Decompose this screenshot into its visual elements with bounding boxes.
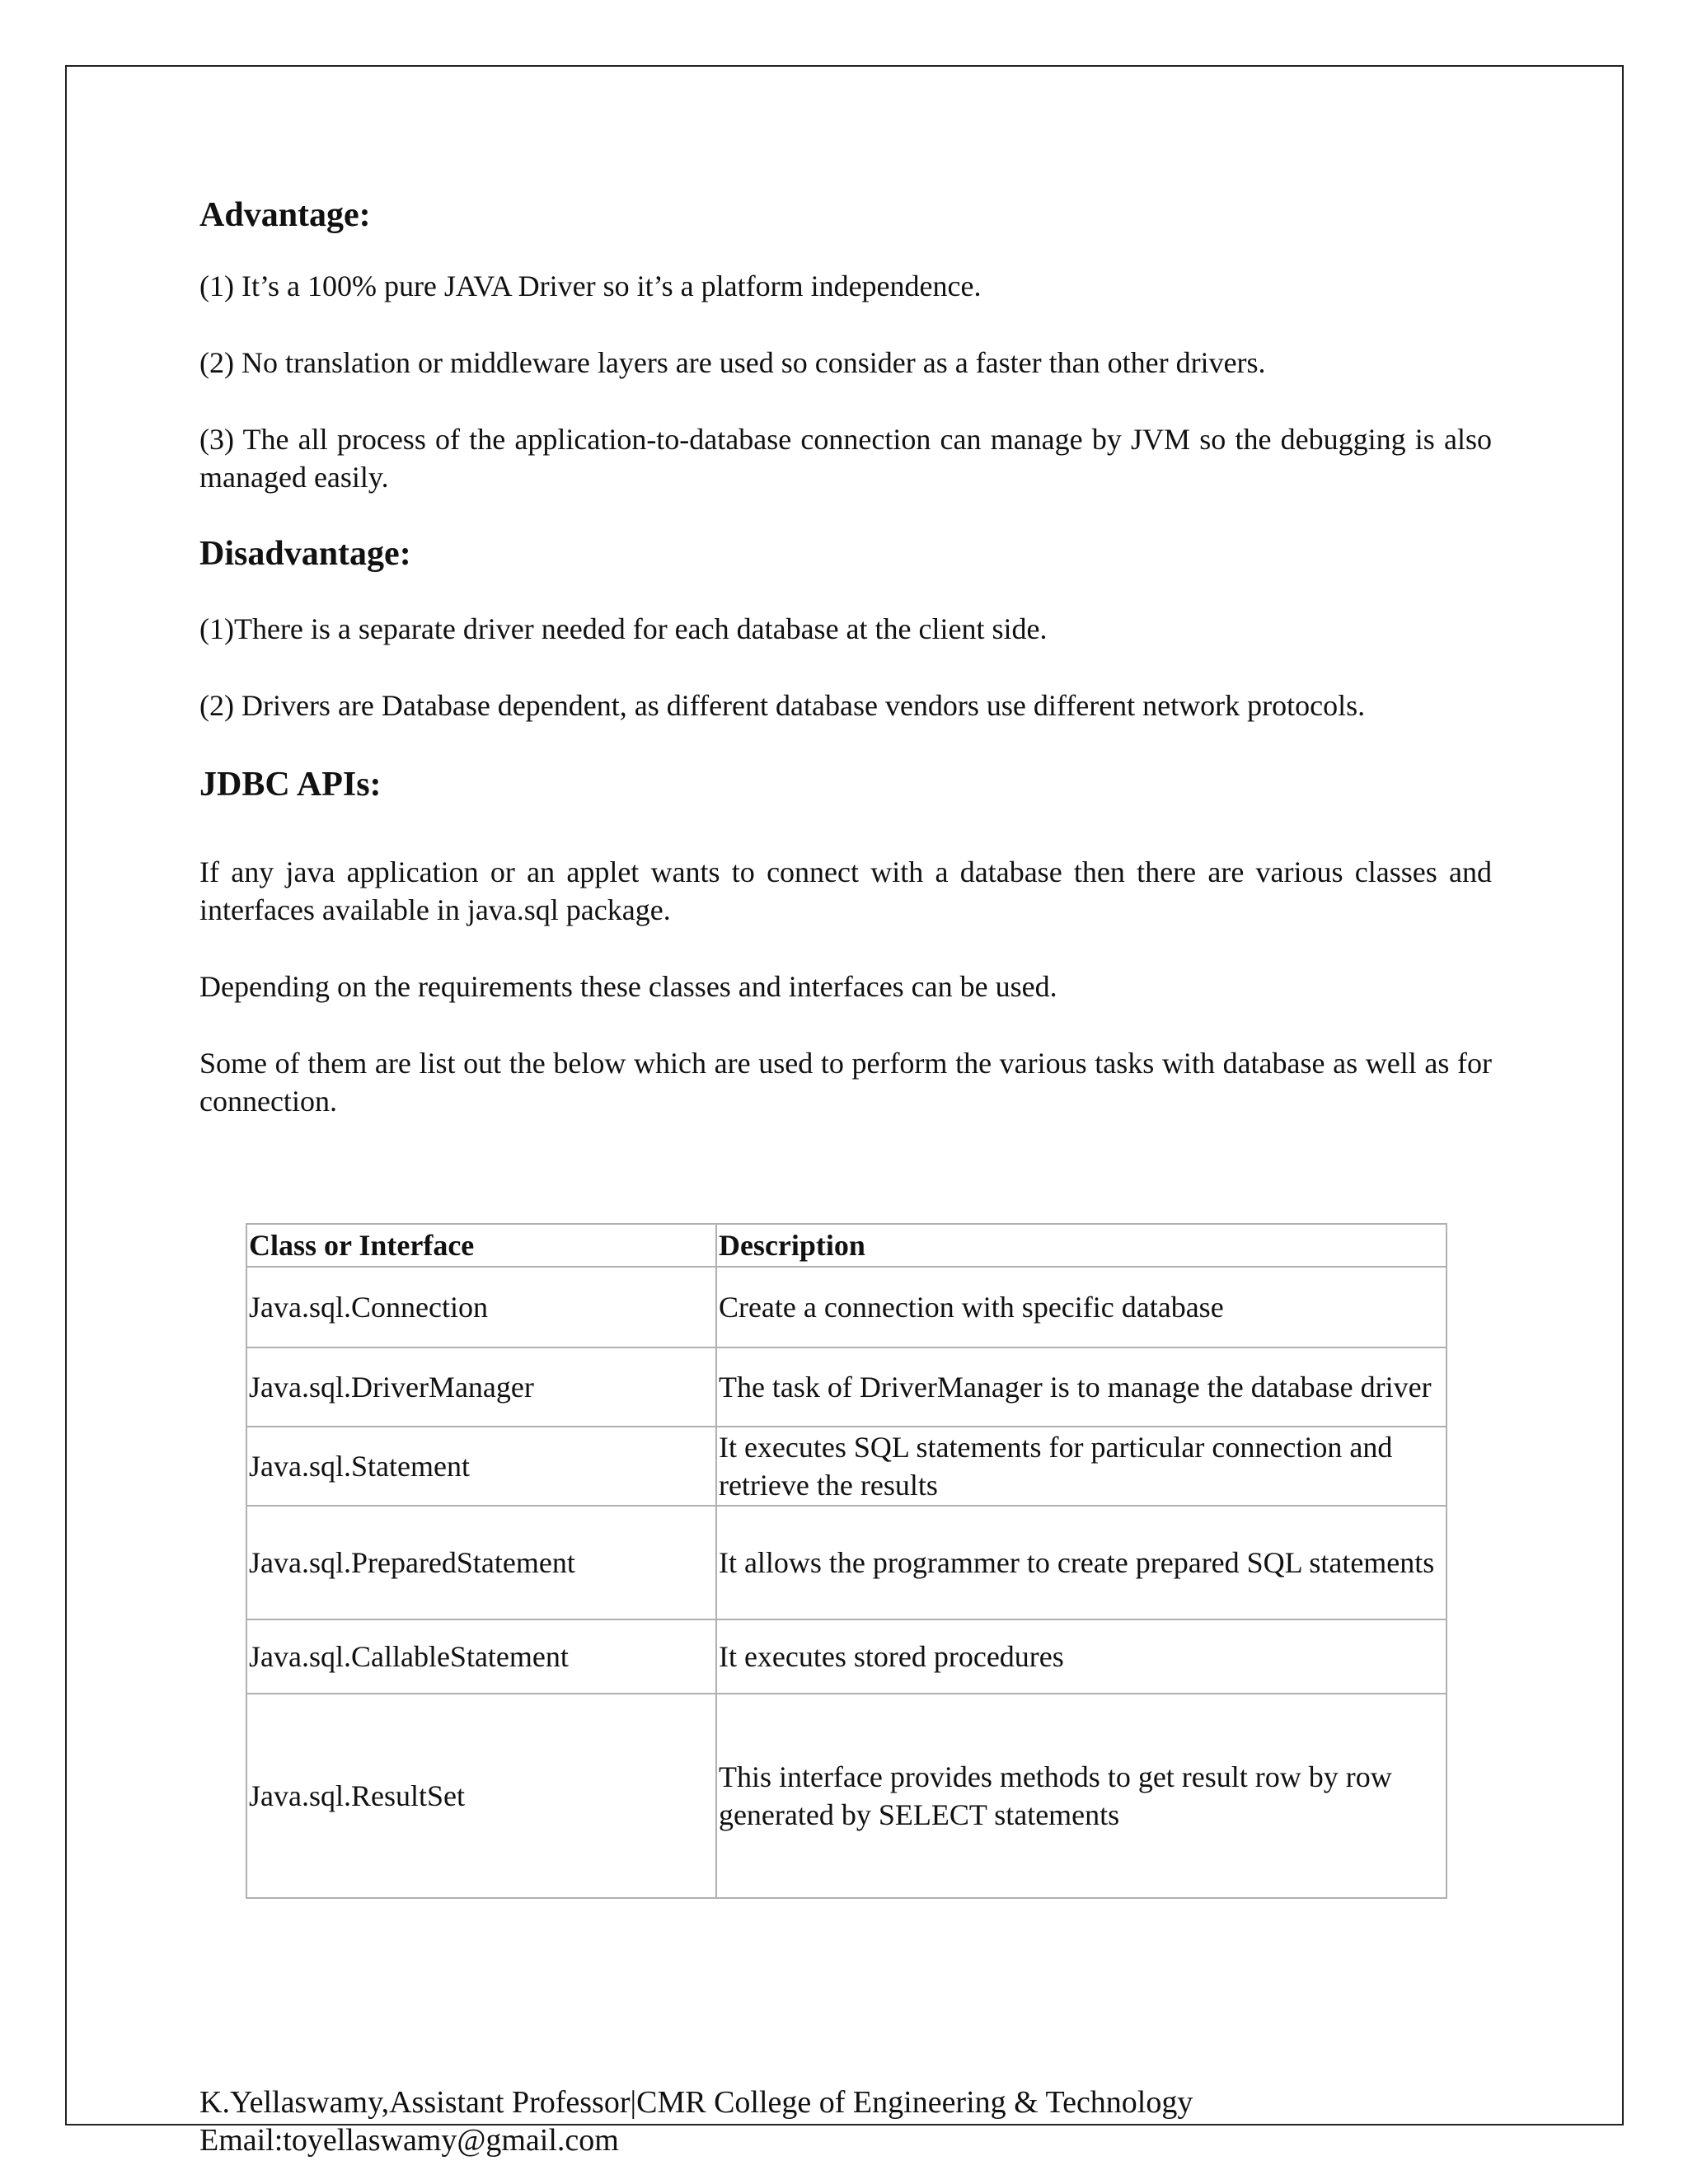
- disadvantage-heading: Disadvantage:: [199, 535, 411, 573]
- class-cell: Java.sql.PreparedStatement: [246, 1506, 716, 1619]
- class-cell: Java.sql.Connection: [246, 1267, 716, 1347]
- jdbc-apis-heading: JDBC APIs:: [199, 766, 382, 804]
- description-cell: It executes SQL statements for particular connection and retrieve the results: [716, 1427, 1447, 1506]
- table-row: [246, 1619, 1447, 1694]
- description-cell: It allows the programmer to create prepared SQL statements: [716, 1506, 1447, 1619]
- table-row: [246, 1427, 1447, 1506]
- disadvantage-item-1: (1)There is a separate driver needed for each database at the client side.: [199, 612, 1048, 645]
- disadvantage-item-2: (2) Drivers are Database dependent, as different database vendors use different network protocols.: [199, 689, 1366, 722]
- footer-email: Email:toyellaswamy@gmail.com: [199, 2123, 619, 2158]
- description-cell: It executes stored procedures: [716, 1619, 1447, 1694]
- header-description: Description: [716, 1224, 1447, 1267]
- class-cell: Java.sql.Statement: [246, 1427, 716, 1506]
- class-cell: Java.sql.CallableStatement: [246, 1619, 716, 1694]
- page-content: [199, 194, 1492, 1120]
- class-cell: Java.sql.ResultSet: [246, 1694, 716, 1898]
- class-cell: Java.sql.DriverManager: [246, 1347, 716, 1427]
- jdbc-api-table: [246, 1223, 1447, 1899]
- table-row: [246, 1267, 1447, 1347]
- table-row: [246, 1694, 1447, 1898]
- page-footer: [199, 2083, 1193, 2159]
- table-header-row: [246, 1224, 1447, 1267]
- footer-author: K.Yellaswamy,Assistant Professor|CMR College of Engineering & Technology: [199, 2085, 1193, 2120]
- table-row: [246, 1347, 1447, 1427]
- jdbc-paragraph-2: Depending on the requirements these classes and interfaces can be used.: [199, 970, 1057, 1003]
- table-row: [246, 1506, 1447, 1619]
- advantage-item-3: (3) The all process of the application-to-database connection can manage by JVM so the debugging is also managed easily.: [199, 423, 1492, 494]
- advantage-heading: Advantage:: [199, 196, 371, 234]
- jdbc-paragraph-1: If any java application or an applet wants to connect with a database then there are various classes and interfaces available in java.sql package.: [199, 855, 1492, 926]
- advantage-item-2: (2) No translation or middleware layers are used so consider as a faster than other drivers.: [199, 346, 1266, 379]
- description-cell: This interface provides methods to get result row by row generated by SELECT statements: [716, 1694, 1447, 1898]
- advantage-item-1: (1) It’s a 100% pure JAVA Driver so it’s a platform independence.: [199, 269, 982, 302]
- header-class-or-interface: Class or Interface: [246, 1224, 716, 1267]
- description-cell: The task of DriverManager is to manage the database driver: [716, 1347, 1447, 1427]
- jdbc-paragraph-3: Some of them are list out the below which are used to perform the various tasks with database as well as for connection.: [199, 1047, 1492, 1118]
- description-cell: Create a connection with specific database: [716, 1267, 1447, 1347]
